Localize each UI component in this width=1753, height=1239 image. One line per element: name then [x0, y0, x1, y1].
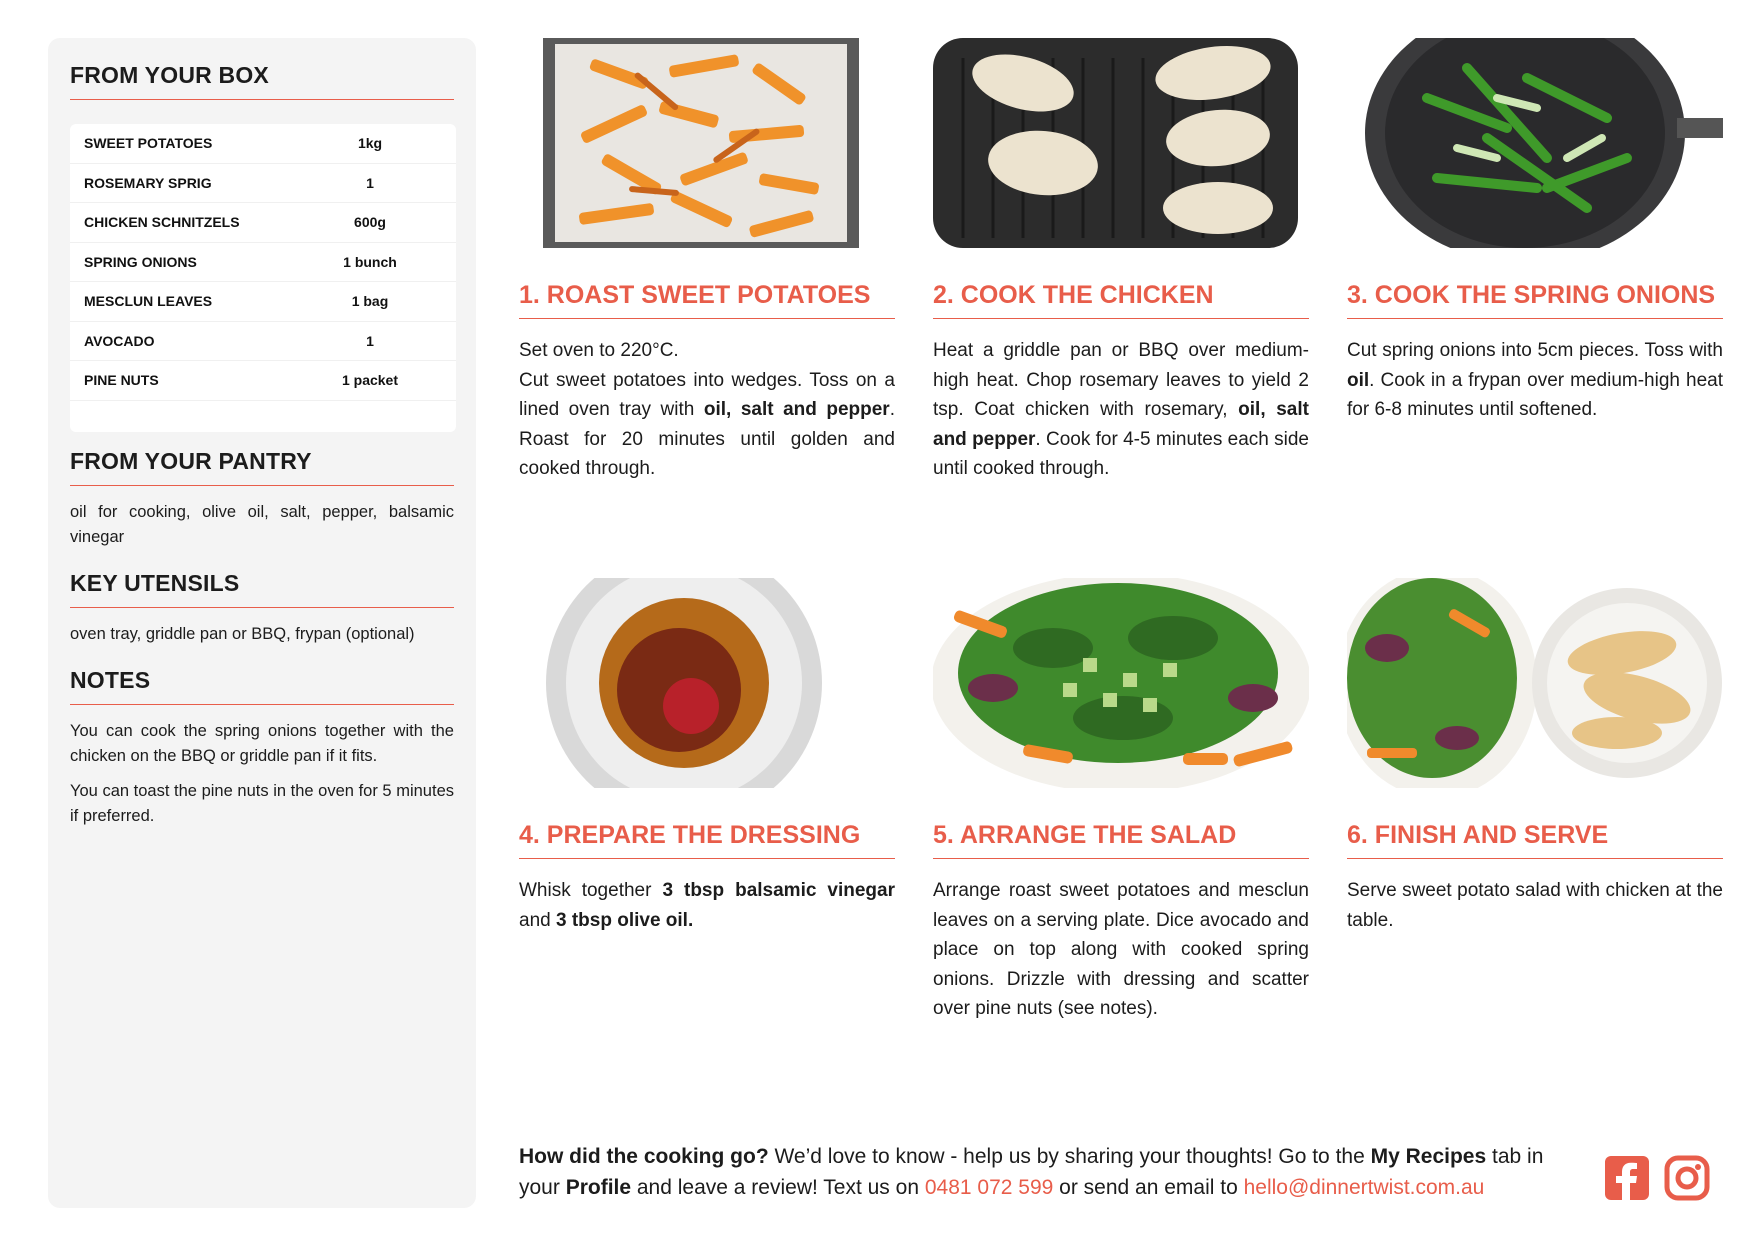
step-2: [933, 38, 1309, 479]
step-text-run: Whisk together: [519, 880, 663, 901]
step-text-run: . Cook for 4-5 minutes each side until cooked through.: [933, 428, 1309, 479]
note-item: You can toast the pine nuts in the oven for 5 minutes if preferred.: [70, 782, 454, 825]
step-text-run: Heat a griddle pan or BBQ over medium-high heat. Chop rosemary leaves to yield 2 tsp. Coat chicken with rosemary,: [933, 340, 1309, 420]
step-text-bold: oil: [1347, 369, 1370, 391]
step-4-title: 4. PREPARE THE DRESSING: [519, 821, 895, 859]
step-1-image: [519, 38, 895, 248]
ingredient-row: [70, 164, 456, 204]
step-text-bold: oil, salt and pepper: [703, 399, 890, 420]
ingredient-row: [70, 124, 456, 164]
footer-text-run: and leave a review! Text us on: [631, 1176, 925, 1199]
ingredient-name: MESCLUN LEAVES: [84, 293, 213, 310]
step-text-bold: 3 tbsp olive oil.: [555, 909, 694, 931]
step-3-image: [1347, 38, 1723, 248]
step-2-text: [933, 336, 1309, 484]
step-4-image: [519, 578, 895, 788]
step-2-image: [933, 38, 1309, 248]
ingredient-name: CHICKEN SCHNITZELS: [84, 214, 240, 231]
step-text-bold: oil, salt and pepper: [933, 399, 1309, 450]
step-4: [519, 578, 896, 931]
ingredients-sidebar: [48, 38, 476, 1208]
facebook-icon[interactable]: [1604, 1155, 1650, 1201]
ingredient-quantity: 1 packet: [341, 372, 399, 389]
footer-text-run: or send an email to: [1053, 1176, 1244, 1199]
ingredient-quantity: 1: [366, 332, 374, 349]
step-6-image: [1347, 578, 1723, 788]
pantry-title: FROM YOUR PANTRY: [70, 448, 454, 486]
footer-bold-text: Profile: [565, 1176, 632, 1199]
pantry-text: oil for cooking, olive oil, salt, pepper, balsamic vinegar: [70, 503, 454, 546]
ingredient-name: ROSEMARY SPRIG: [84, 174, 212, 191]
email-link[interactable]: hello@dinnertwist.com.au: [1243, 1176, 1485, 1199]
step-2-title: 2. COOK THE CHICKEN: [933, 281, 1309, 319]
notes-title: NOTES: [70, 667, 454, 705]
feedback-message: [519, 1141, 1559, 1203]
box-ingredients-table: [70, 124, 456, 432]
ingredient-name: AVOCADO: [84, 332, 155, 349]
phone-number-link[interactable]: 0481 072 599: [924, 1176, 1054, 1199]
ingredient-row: [70, 322, 456, 362]
step-text-run: Serve sweet potato salad with chicken at the table.: [1347, 880, 1723, 931]
step-6: [1347, 578, 1723, 931]
step-3-title: 3. COOK THE SPRING ONIONS: [1347, 281, 1723, 319]
step-text-run: Arrange roast sweet potatoes and mesclun leaves on a serving plate. Dice avocado and place on top along with cooked spring onions. Drizzle with dressing and scatter over pine nuts (see notes).: [933, 880, 1309, 1019]
footer-text-run: tab in your: [519, 1145, 1544, 1199]
ingredient-quantity: 1: [366, 174, 374, 191]
ingredient-quantity: 1 bag: [351, 293, 389, 310]
step-1: [519, 38, 895, 479]
step-3: [1347, 38, 1723, 420]
ingredient-quantity: 600g: [354, 214, 386, 231]
footer-text-run: We’d love to know - help us by sharing your thoughts! Go to the: [768, 1145, 1371, 1168]
step-5-title: 5. ARRANGE THE SALAD: [933, 821, 1309, 859]
step-1-title: 1. ROAST SWEET POTATOES: [519, 281, 895, 319]
ingredient-quantity: 1 bunch: [343, 253, 397, 270]
step-4-text: [519, 876, 895, 935]
ingredient-quantity: 1kg: [357, 135, 383, 152]
utensils-title: KEY UTENSILS: [70, 570, 454, 608]
step-text-run: Set oven to 220°C.: [519, 340, 679, 361]
ingredient-name: SPRING ONIONS: [84, 253, 197, 270]
ingredient-row: [70, 361, 456, 401]
step-text-bold: 3 tbsp balsamic vinegar: [662, 880, 896, 901]
note-item: You can cook the spring onions together with the chicken on the BBQ or griddle pan if it fits.: [70, 722, 454, 765]
ingredient-row: [70, 203, 456, 243]
step-5: [933, 578, 1309, 1019]
step-1-text: [519, 336, 895, 484]
notes-list: [70, 719, 454, 839]
ingredient-name: SWEET POTATOES: [84, 135, 213, 152]
step-3-text: [1347, 336, 1723, 425]
step-6-title: 6. FINISH AND SERVE: [1347, 821, 1723, 859]
step-text-run: and: [519, 909, 556, 931]
step-text-run: Cut spring onions into 5cm pieces. Toss with: [1347, 340, 1723, 361]
instagram-icon[interactable]: [1664, 1155, 1710, 1201]
footer-bold-text: My Recipes: [1370, 1145, 1487, 1168]
step-text-run: . Roast for 20 minutes until golden and cooked through.: [519, 399, 895, 479]
utensils-text: oven tray, griddle pan or BBQ, frypan (optional): [70, 625, 415, 643]
step-text-run: Cut sweet potatoes into wedges. Toss on a lined oven tray with: [519, 369, 895, 420]
ingredient-name: PINE NUTS: [84, 372, 159, 389]
step-text-run: . Cook in a frypan over medium-high heat for 6-8 minutes until softened.: [1347, 369, 1723, 420]
step-5-text: [933, 876, 1309, 1024]
ingredient-row: [70, 243, 456, 283]
box-title: FROM YOUR BOX: [70, 62, 454, 100]
ingredient-row: [70, 282, 456, 322]
footer-bold-text: How did the cooking go?: [519, 1145, 769, 1168]
step-6-text: [1347, 876, 1723, 935]
step-5-image: [933, 578, 1309, 788]
